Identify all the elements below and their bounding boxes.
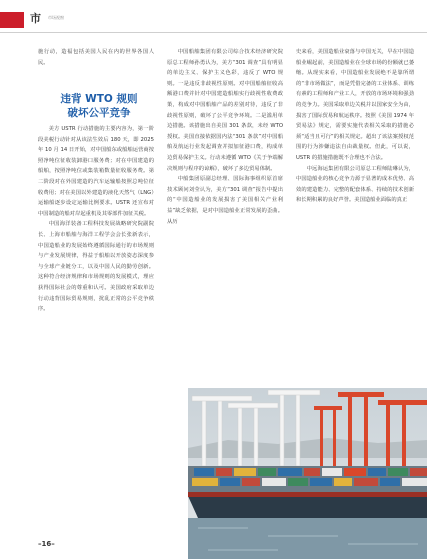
section-marker xyxy=(0,12,24,28)
paragraph: 中国船舶集团有限公司综合技术经济研究院原总工程师孙勇认为，美方“301 调查”具有明显的单边主义、保护主义色彩，违反了 WTO 规则。一是违反非歧视性原则。对中国船舶征收高额港口费并针对中国建造船舶实行歧视性收费政策，构成对中国船舶产品的差别对待，违反了非歧视性原则，破坏了公平竞争环境。二是滥用单边措施。该措施出自美国 301 条款，未经 WTO 授权。美国直接依据国内法“301 条款”对中国船舶及航运行业发起调查并拟加征港口费，构成单边贸易保护主义。行动未遵循 WTO《关于争端解决规则与程序的谅解》，破坏了多边贸易体制。 xyxy=(167,49,283,172)
section-logo: 市 xyxy=(30,12,41,25)
section-heading xyxy=(44,92,154,120)
paragraph: 中国海洋装备工程科技发展战略研究院副院长、上海市船舶与海洋工程学会会长张新表示，中国造船业的发展始终遵循国际通行的市场规则与产业发展规律，得益于船舶以开放姿态深度参与全球产业链分工，以及中国人民的勤劳创新。这种符合经济规律和市场规则的发展模式，理应获得国际社会的尊重和认可。美国政府采取单边行动违背国际贸易规则，扰乱正常的公平竞争秩序。 xyxy=(38,221,154,313)
header-divider xyxy=(0,32,427,33)
column-3 xyxy=(296,47,414,206)
paragraph: 史来看，美国造船业衰落与中国无关，早在中国造船业崛起前，美国造船业在全球市场的份额就已萎缩。从现实来看，中国造船业发展绝不是靠所谓的“非市场做法”，而是凭借完备的工业体系、训练有素的工程师和产业工人，开放的市场环境和强劲的竞争力。美国采取单边关税并以国家安全为由，损害了国际贸易和航运秩序。按照《美国 1974 年贸易法》规定，需要实施代表相关采取的措施必须“适当且可行”的相关规定。超出了该法案授权范围的行为涉嫌违法自由裁量权。但此，可以说，USTR 的措施措施既不合理也不合法。 xyxy=(296,49,414,161)
paragraph: 中船集团原副总经理、国际海事组织原首席技术顾问刘莹认为，美方“301 调查”报告中提出的“中国造船业的发展损害了美国相关产业利益”缺乏依据，是对中国造船业正常发展的歪曲。从历 xyxy=(167,176,283,225)
section-subtitle: 市场视窗 xyxy=(48,15,64,20)
port-cranes-photo xyxy=(188,388,427,559)
column-1-body xyxy=(38,124,154,315)
heading-line-2: 破坏公平竞争 xyxy=(67,107,131,119)
paragraph: 美方 USTR 行动措施的主要内容为，第一阶段美税行动针对从该法生效后 180 天，即 2025 年 10 月 14 日开始，对中国船东或船舶运营商按照净吨位征收装卸港口服务费；对在中国建造的船舶，按照净吨位或集装箱数量征收服务费。第二阶段对在外国建造的汽车运输船按照总吨位征收费用；对在美国以外建造的液化天然气（LNG）运输船逐步设定运输比例要求。USTR 还宣布对中国制造的船对岸起重机及其零部件加征关税。 xyxy=(38,126,154,217)
paragraph: 中远海运集团有限公司原总工程师陆琳认为，中国造船业的核心竞争力源于显著的成本优势、高效的建造能力、完整的配套体系、持续的技术创新和长期积累的良好声誉。美国造船业面临的真正 xyxy=(296,165,414,204)
heading-line-1: 违背 WTO 规则 xyxy=(60,93,138,105)
page-number-value: 16 xyxy=(41,540,52,548)
page-number: –16– xyxy=(38,540,55,548)
paragraph: 施行动，造福包括美国人民在内的世界各国人民。 xyxy=(38,49,154,66)
column-1-top xyxy=(38,47,154,68)
port-photo-illustration xyxy=(188,388,427,559)
column-2 xyxy=(167,47,283,227)
